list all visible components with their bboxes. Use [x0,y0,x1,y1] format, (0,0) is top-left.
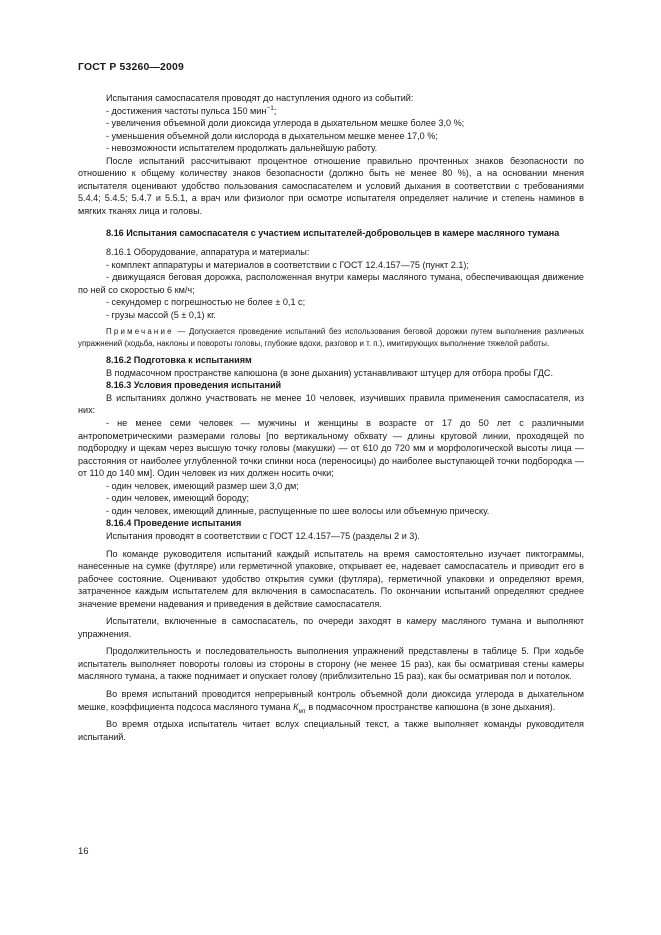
list-item: - один человек, имеющий бороду; [106,493,250,504]
subsection-heading: 8.16.3 Условия проведения испытаний [106,380,282,391]
paragraph: В подмасочном пространстве капюшона (в зоне дыхания) устанавливают штуцер для отбора пробы ГДС. [106,367,554,378]
paragraph: Продолжительность и последовательность выполнения упражнений представлены в таблице 5. При ходьбе испытатель выполняет повороты головы из стороны в сторону (не менее 15 раз), как бы осматривая стены камеры масляного тумана, а также поднимает и опускает голову (приблизительно 15 раз), как бы осматривая пол и потолок. [78,646,584,682]
list-item: - один человек, имеющий длинные, распущенные по шее волосы или объемную прическу. [106,505,490,516]
paragraph: После испытаний рассчитывают процентное отношение правильно прочтенных знаков безопасности по отношению к общему количеству знаков безопасности (должно быть не менее 80 %), а на основании мнения испытателя оценивают удобство пользования самоспасателем и условий дыхания в соответствии с требованиями 5.4.4; 5.4.5; 5.4.7 и 5.5.1, а врач или физиолог при осмотре испытателя определяет наличие и степень наминов в мягких тканях лица и головы. [78,155,584,216]
list-item: - грузы массой (5 ± 0,1) кг. [106,309,216,320]
subsection-heading: 8.16.4 Проведение испытания [106,518,242,529]
document-body [78,92,584,743]
list-item: - невозможности испытателем продолжать дальнейшую работу. [106,143,378,154]
list-item: - комплект аппаратуры и материалов в соответствии с ГОСТ 12.4.157—75 (пункт 2.1); [106,259,469,270]
paragraph: В испытаниях должно участвовать не менее 10 человек, изучивших правила применения самоспасателя, из них: [78,392,584,416]
note-label: Примечание [106,327,174,337]
paragraph: Испытания самоспасателя проводят до наступления одного из событий: [106,93,414,103]
note: Примечание — Допускается проведение испытаний без использования беговой дорожки путем выполнения различных упражнений (ходьба, наклоны и повороты головы, глубокие вдохи, разговор и т. п.), имитирующих выполнение тяжелой работы. [78,327,584,348]
list-item: - секундомер с погрешностью не более ± 0,1 с; [106,297,306,308]
page-number: 16 [78,846,89,857]
list-item: - не менее семи человек — мужчины и женщины в возрасте от 17 до 50 лет с различными антропометрическими размерами головы [по вертикальному обхвату — длины круговой линии, проходящей по подбородку и щекам через высшую точку головы (макушки) — от 610 до 720 мм и морфологической высоты лица — расстояния от наиболее углубленной точки спинки носа (переносицы) до наиболее выступающей точки подбородка — от 110 до 140 мм]. Один человек из них должен носить очки; [78,418,584,479]
paragraph: Испытатели, включенные в самоспасатель, по очереди заходят в камеру масляного тумана и выполняют упражнения. [78,616,584,639]
list-item: - уменьшения объемной доли кислорода в дыхательном мешке менее 17,0 %; [106,130,438,141]
paragraph: Испытания проводят в соответствии с ГОСТ 12.4.157—75 (разделы 2 и 3). [106,530,420,541]
paragraph: Во время испытаний проводится непрерывный контроль объемной доли диоксида углерода в дыхательном мешке, коэффициента подсоса масляного тумана $К_{мт}$ в подмасочном пространстве капюшона (в зоне дыхания). [78,688,584,715]
list-item: - достижения частоты пульса 150 мин$^{-1}$; [106,104,277,116]
paragraph: Во время отдыха испытатель читает вслух специальный текст, а также выполняет команды руководителя испытаний. [78,719,584,742]
list-item: - увеличения объемной доли диоксида углерода в дыхательном мешке более 3,0 %; [106,118,465,129]
paragraph: 8.16.1 Оборудование, аппаратура и материалы: [106,247,310,258]
section-heading: 8.16 Испытания самоспасателя с участием испытателей-добровольцев в камере масляного тумана [106,228,560,239]
paragraph: По команде руководителя испытаний каждый испытатель на время самостоятельно изучает пиктограммы, нанесенные на сумке (футляре) или герметичной упаковке, открывает ее, надевает самоспасатель и приводит его в рабочее состояние. Оценивают удобство открытия сумки (футляра), герметичной упаковки и определяют время, затраченное каждым испытателем для включения в самоспасатель. По окончании испытаний определяют среднее значение времени надевания и приведения в действие самоспасателя. [78,548,584,609]
list-item: - движущаяся беговая дорожка, расположенная внутри камеры масляного тумана, обеспечивающая движение по ней со скоростью 6 км/ч; [78,272,584,295]
document-header: ГОСТ Р 53260—2009 [78,62,184,73]
list-item: - один человек, имеющий размер шеи 3,0 дм; [106,480,299,491]
subsection-heading: 8.16.2 Подготовка к испытаниям [106,355,252,366]
